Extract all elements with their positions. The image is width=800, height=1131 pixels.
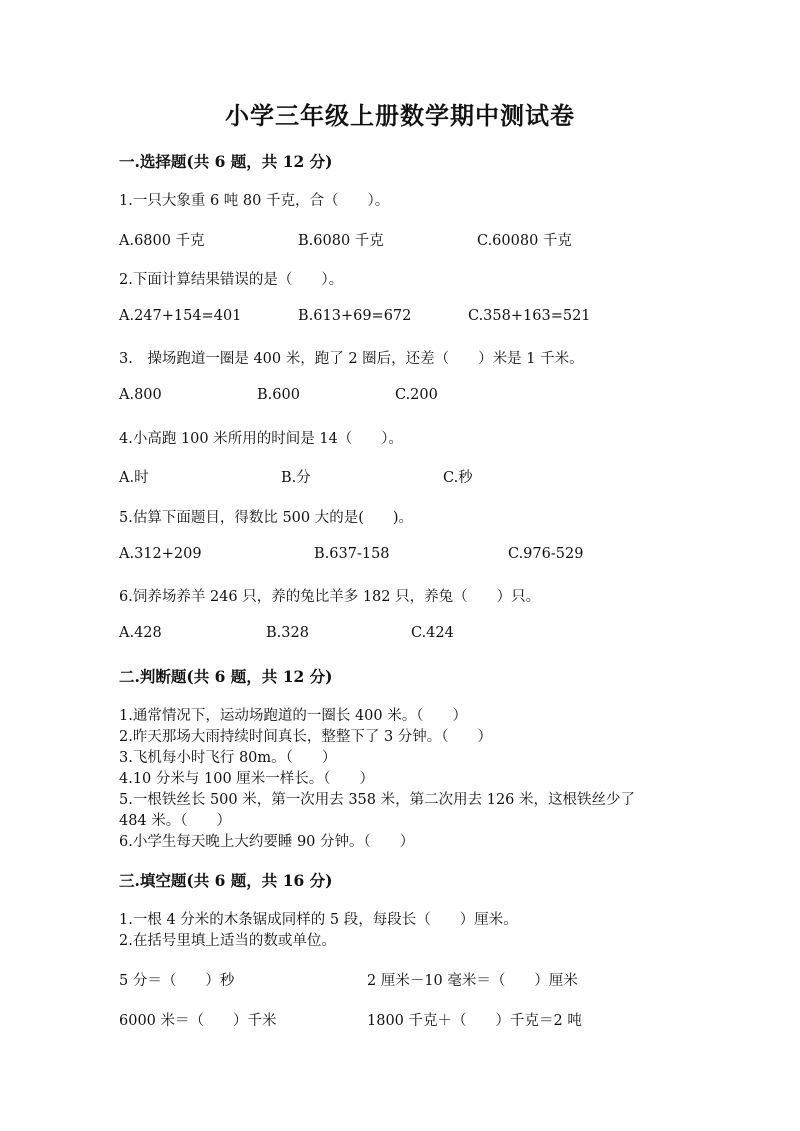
q6-option-b: B.328 — [266, 625, 309, 641]
page-title: 小学三年级上册数学期中测试卷 — [225, 101, 575, 130]
fill-line-1: 1.一根 4 分米的木条锯成同样的 5 段，每段长（ ）厘米。 — [119, 912, 518, 928]
fill-line-2: 2.在括号里填上适当的数或单位。 — [119, 933, 336, 949]
judge-line-5-cont: 484 米。（ ） — [119, 813, 232, 829]
q6-option-c: C.424 — [411, 625, 454, 641]
q6-option-a: A.428 — [119, 625, 162, 641]
question-3: 3. 操场跑道一圈是 400 米，跑了 2 圈后，还差（ ）米是 1 千米。 — [119, 351, 584, 367]
question-4: 4.小高跑 100 米所用的时间是 14（ ）。 — [119, 431, 404, 447]
q2-option-a: A.247+154=401 — [119, 308, 242, 324]
judge-line-6: 6.小学生每天晚上大约要睡 90 分钟。（ ） — [119, 834, 415, 850]
question-6: 6.饲养场养羊 246 只，养的兔比羊多 182 只，养兔（ ）只。 — [119, 589, 541, 605]
q2-option-c: C.358+163=521 — [468, 308, 591, 324]
fill-blank-1: 5 分＝（ ）秒 — [119, 973, 235, 989]
q1-option-b: B.6080 千克 — [298, 233, 384, 249]
q5-option-b: B.637-158 — [314, 546, 390, 562]
judge-line-2: 2.昨天那场大雨持续时间真长，整整下了 3 分钟。（ ） — [119, 729, 493, 745]
q5-option-c: C.976-529 — [508, 546, 584, 562]
q4-option-c: C.秒 — [443, 470, 473, 486]
section-heading-choice: 一.选择题(共 6 题，共 12 分) — [119, 152, 333, 171]
judge-line-5: 5.一根铁丝长 500 米，第一次用去 358 米，第二次用去 126 米，这根铁丝少了 — [119, 792, 636, 808]
q3-option-c: C.200 — [395, 387, 438, 403]
judge-line-4: 4.10 分米与 100 厘米一样长。（ ） — [119, 771, 375, 787]
q4-option-b: B.分 — [281, 470, 311, 486]
fill-blank-4: 1800 千克＋（ ）千克＝2 吨 — [367, 1013, 582, 1029]
q2-option-b: B.613+69=672 — [298, 308, 412, 324]
question-2: 2.下面计算结果错误的是（ ）。 — [119, 272, 344, 288]
fill-blank-2: 2 厘米－10 毫米＝（ ）厘米 — [367, 973, 578, 989]
q3-option-b: B.600 — [257, 387, 300, 403]
judge-line-3: 3.飞机每小时飞行 80m。（ ） — [119, 750, 337, 766]
q1-option-c: C.60080 千克 — [477, 233, 572, 249]
section-heading-fill: 三.填空题(共 6 题，共 16 分) — [119, 871, 333, 890]
q5-option-a: A.312+209 — [119, 546, 202, 562]
question-5: 5.估算下面题目，得数比 500 大的是( )。 — [119, 510, 414, 526]
q4-option-a: A.时 — [119, 470, 149, 486]
q3-option-a: A.800 — [119, 387, 162, 403]
q1-option-a: A.6800 千克 — [119, 233, 205, 249]
question-1: 1.一只大象重 6 吨 80 千克，合（ ）。 — [119, 193, 390, 209]
judge-line-1: 1.通常情况下，运动场跑道的一圈长 400 米。（ ） — [119, 708, 467, 724]
section-heading-judge: 二.判断题(共 6 题，共 12 分) — [119, 667, 333, 686]
fill-blank-3: 6000 米＝（ ）千米 — [119, 1013, 277, 1029]
